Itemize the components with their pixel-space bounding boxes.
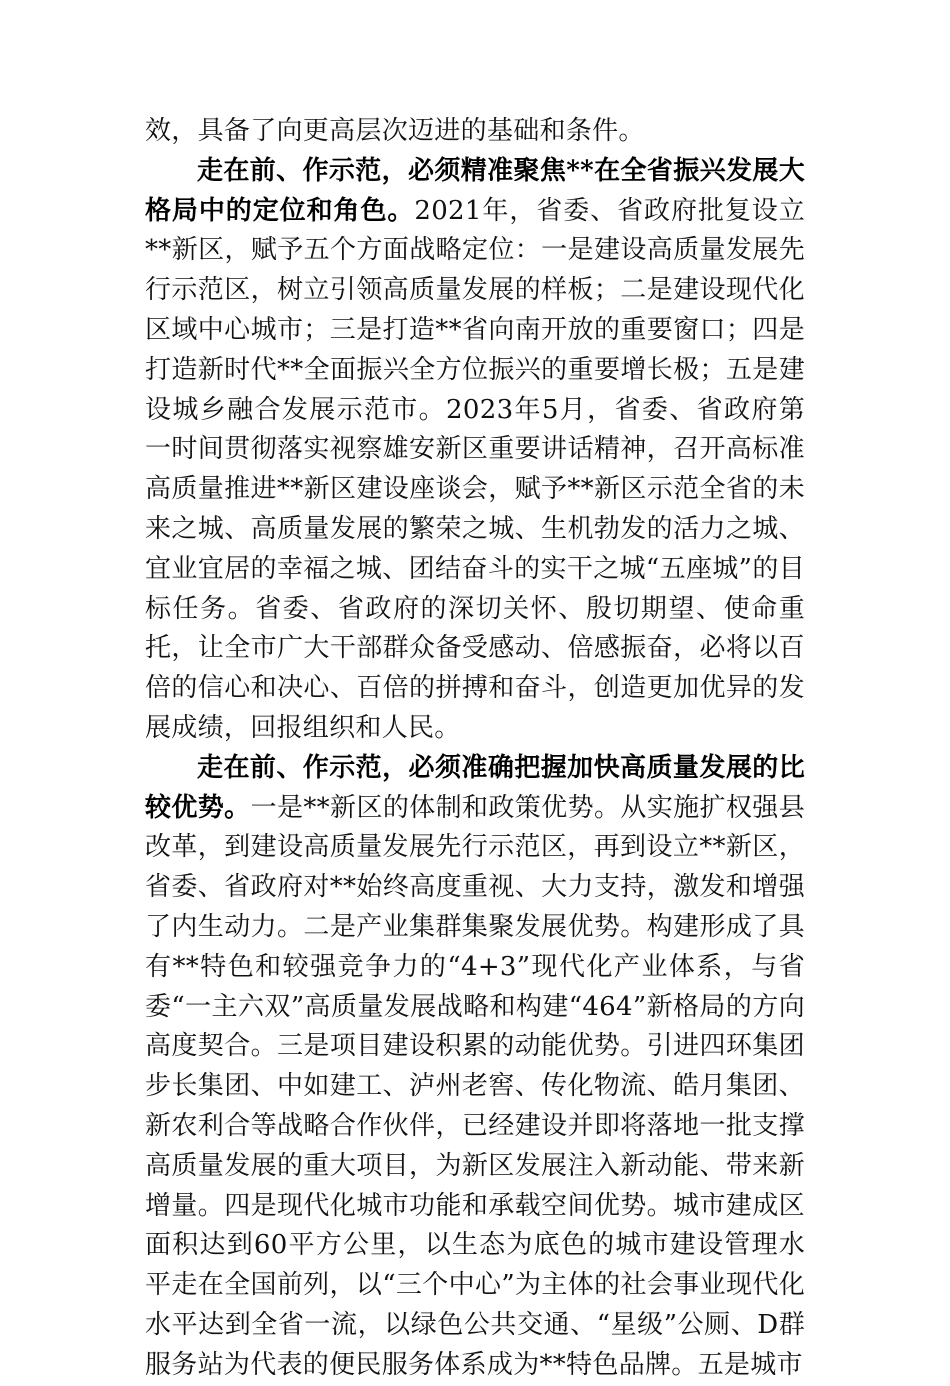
paragraph-lead-heading: 走在前、作示范，必须精准聚焦**在全省振兴发展大格局中的定位和角色。	[145, 155, 805, 226]
paragraph-advantages	[145, 749, 805, 1386]
paragraph-continuation	[145, 112, 805, 152]
paragraph-lead-heading: 走在前、作示范，必须准确把握加快高质量发展的比较优势。	[145, 752, 805, 823]
document-body	[145, 112, 805, 1386]
paragraph-text: 效，具备了向更高层次迈进的基础和条件。	[145, 116, 645, 146]
paragraph-positioning	[145, 152, 805, 749]
paragraph-text: 一是**新区的体制和政策优势。从实施扩权强县改革，到建设高质量发展先行示范区，再到设立**新区，省委、省政府对**始终高度重视、大力支持，激发和增强了内生动力。二是产业集群集聚发展优势。构建形成了具有**特色和较强竞争力的“4+3”现代化产业体系，与省委“一主六双”高质量发展战略和构建“464”新格局的方向高度契合。三是项目建设积累的动能优势。引进四环集团步长集团、中如建工、泸州老窖、传化物流、皓月集团、新农利合等战略合作伙伴，已经建设并即将落地一批支撑高质量发展的重大项目，为新区发展注入新动能、带来新增量。四是现代化城市功能和承载空间优势。城市建成区面积达到60平方公里，以生态为底色的城市建设管理水平走在全国前列，以“三个中心”为主体的社会事业现代化水平达到全省一流，以绿色公共交通、“星级”公厕、D群服务站为代表的便民服务体系成为**特色品牌。五是城市	[145, 792, 806, 1380]
paragraph-text: 2021年，省委、省政府批复设立**新区，赋予五个方面战略定位：一是建设高质量发展先行示范区，树立引领高质量发展的样板；二是建设现代化区域中心城市；三是打造**省向南开放的重要窗口；四是打造新时代**全面振兴全方位振兴的重要增长极；五是建设城乡融合发展示范市。2023年5月，省委、省政府第一时间贯彻落实视察雄安新区重要讲话精神，召开高标准高质量推进**新区建设座谈会，赋予**新区示范全省的未来之城、高质量发展的繁荣之城、生机勃发的活力之城、宜业宜居的幸福之城、团结奋斗的实干之城“五座城”的目标任务。省委、省政府的深切关怀、殷切期望、使命重托，让全市广大干部群众备受感动、倍感振奋，必将以百倍的信心和决心、百倍的拼搏和奋斗，创造更加优异的发展成绩，回报组织和人民。	[145, 195, 805, 743]
